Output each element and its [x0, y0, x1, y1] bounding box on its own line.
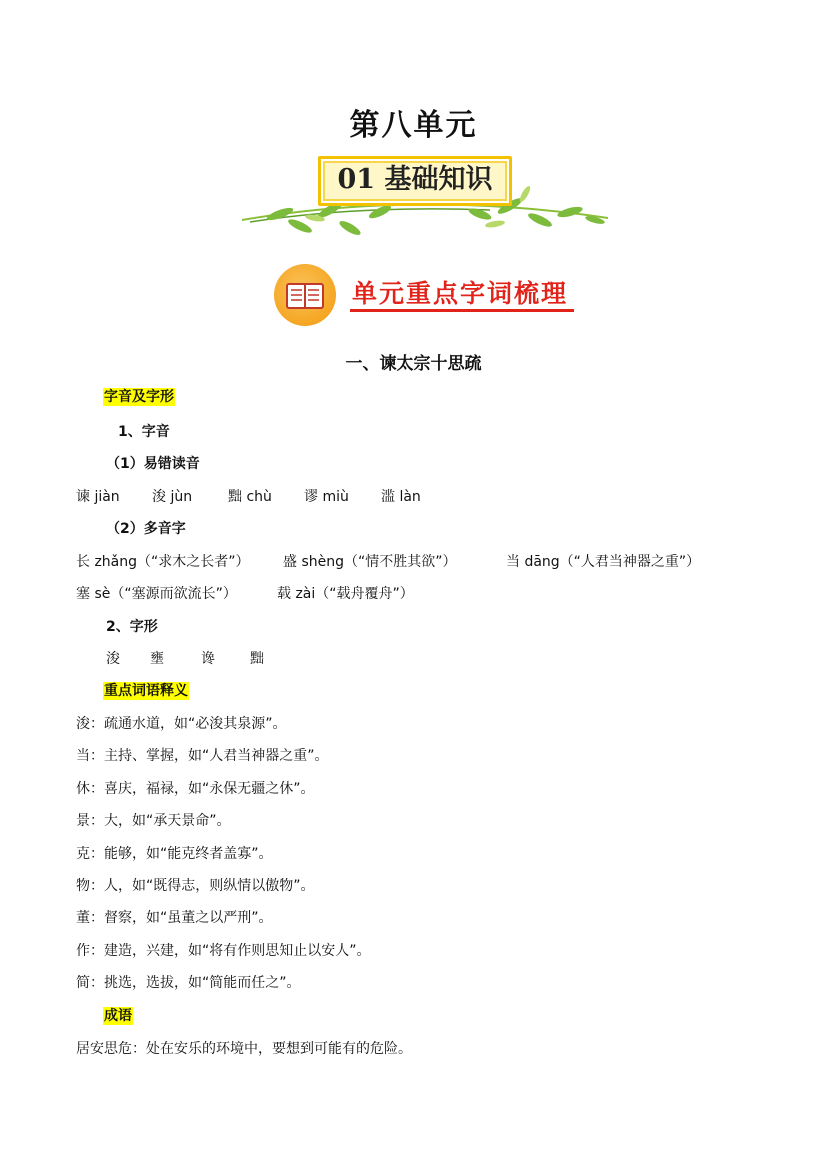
- easy-wrong-item: 滥 làn: [381, 489, 421, 505]
- vocab-item: 简：挑选，选拔，如“简能而任之”。: [76, 975, 301, 991]
- polyphonic-item: 塞 sè（“塞源而欲流长”）: [76, 586, 237, 602]
- banner-label: 基础知识: [384, 164, 493, 195]
- vocab-item: 景：大，如“承天景命”。: [76, 813, 231, 829]
- vocab-item: 作：建造，兴建，如“将有作则思知止以安人”。: [76, 943, 371, 959]
- polyphonic-item: 盛 shèng（“情不胜其欲”）: [283, 554, 457, 570]
- easy-wrong-item: 黜 chù: [228, 489, 272, 505]
- easy-wrong-item: 谏 jiàn: [76, 489, 120, 505]
- book-icon: [274, 264, 336, 326]
- easy-wrong-item: 浚 jùn: [152, 489, 193, 505]
- section-banner: [240, 150, 610, 250]
- lesson-title: 一、谏太宗十思疏: [345, 354, 482, 374]
- easy-wrong-item: 谬 miù: [304, 489, 349, 505]
- vocab-item: 克：能够，如“能克终者盖寡”。: [76, 846, 273, 862]
- idiom-item: 居安思危：处在安乐的环境中，要想到可能有的危险。: [76, 1041, 412, 1057]
- vocab-item: 浚：疏通水道，如“必浚其泉源”。: [76, 716, 287, 732]
- pronunciation-heading: 字音及字形: [104, 389, 174, 405]
- shape-item: 壅: [150, 651, 164, 667]
- polyphonic-heading: （2）多音字: [106, 521, 186, 537]
- vocab-item: 休：喜庆，福禄，如“永保无疆之休”。: [76, 781, 315, 797]
- page-title: 第八单元: [349, 108, 478, 143]
- vocab-item: 当：主持、掌握，如“人君当神器之重”。: [76, 748, 329, 764]
- section-underline: [350, 309, 574, 312]
- polyphonic-item: 当 dāng（“人君当神器之重”）: [506, 554, 701, 570]
- sub-heading-pronunciation: 1、字音: [118, 424, 170, 440]
- polyphonic-item: 长 zhǎng（“求木之长者”）: [76, 554, 250, 570]
- sub-heading-shape: 2、字形: [106, 619, 158, 635]
- easy-wrong-heading: （1）易错读音: [106, 456, 200, 472]
- banner-number: 01: [337, 164, 376, 195]
- banner-title: [318, 156, 512, 206]
- polyphonic-item: 载 zài（“载舟覆舟”）: [277, 586, 414, 602]
- vocab-heading: 重点词语释义: [104, 683, 188, 699]
- shape-item: 黜: [250, 651, 264, 667]
- idiom-heading: 成语: [104, 1008, 132, 1024]
- shape-item: 浚: [106, 651, 120, 667]
- vocab-item: 物：人，如“既得志，则纵情以傲物”。: [76, 878, 315, 894]
- vocab-item: 董：督察，如“虽董之以严刑”。: [76, 910, 273, 926]
- shape-item: 谗: [201, 651, 215, 667]
- section-heading: 单元重点字词梳理: [352, 279, 569, 308]
